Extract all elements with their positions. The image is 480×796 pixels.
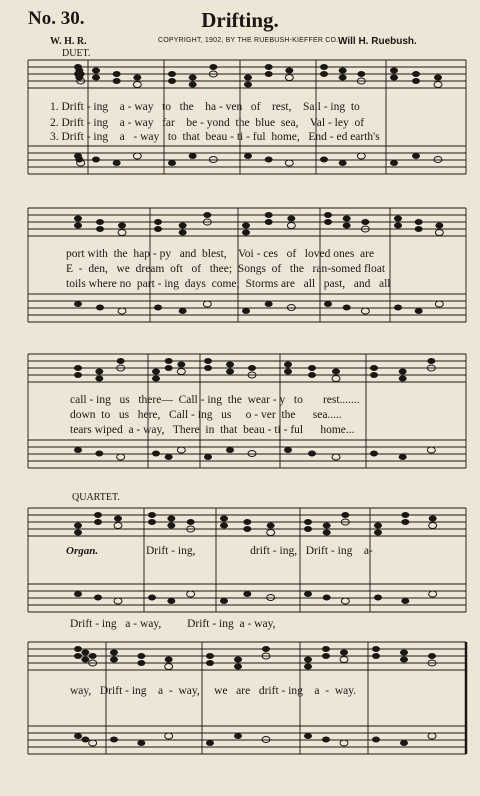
system5-lyric: way, Drift - ing a - way, we are drift - ing a - way. <box>70 685 357 697</box>
system4-lower-lyric: Drift - ing a - way, Drift - ing a - way, <box>70 618 276 630</box>
composer: Will H. Ruebush. <box>338 36 417 47</box>
system2-verse1: port with the hap - py and blest, Voi - ces of loved ones are <box>66 248 375 260</box>
lyricist: W. H. R. <box>50 36 87 47</box>
system2-verse2: E - den, we dream oft of thee; Songs of the ran-somed float <box>66 263 386 275</box>
system2-verse3: toils where no part - ing days come; Storms are all past, and all <box>66 278 391 290</box>
copyright-notice: COPYRIGHT, 1902, BY THE RUEBUSH-KIEFFER CO. <box>158 37 339 44</box>
quartet-label: QUARTET. <box>72 492 120 503</box>
system3-verse2: down to us here, Call - ing us o - ver the sea..... <box>70 409 342 421</box>
hymn-title: Drifting. <box>201 8 279 32</box>
system3-verse1: call - ing us there— Call - ing the wear - y to rest....... <box>70 394 360 406</box>
system1-verse1: 1. Drift - ing a - way to the ha - ven of rest, Sail - ing to <box>50 101 360 113</box>
system3-verse3: tears wiped a - way, There in that beau - ti - ful home... <box>70 424 355 436</box>
duet-label: DUET. <box>62 48 91 59</box>
system1-verse2: 2. Drift - ing a - way far be - yond the blue sea, Val - ley of <box>50 117 365 129</box>
organ-label: Organ. <box>66 545 99 557</box>
system1-verse3: 3. Drift - ing a - way to that beau - ti - ful home, End - ed earth's <box>50 131 380 143</box>
system4-upper-lyric: Drift - ing, drift - ing, Drift - ing a- <box>146 545 373 557</box>
hymn-number: No. 30. <box>28 8 85 29</box>
